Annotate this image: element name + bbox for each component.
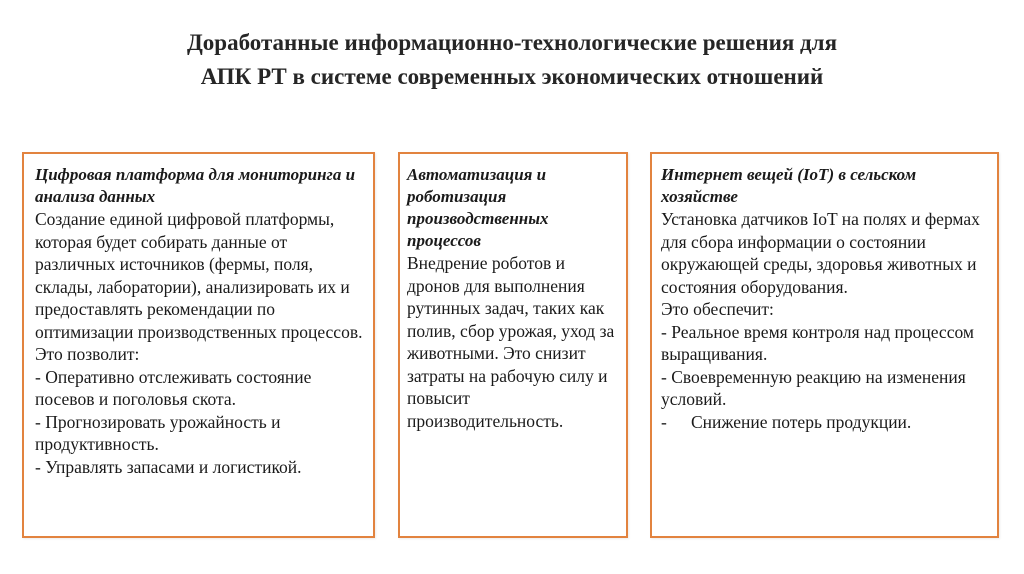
iot-last-item-text: Снижение потерь продукции.	[691, 411, 912, 432]
automation-heading: Автоматизация и роботизация производственных процессов	[407, 165, 549, 250]
title-line-1: Доработанные информационно-технологические решения для	[186, 30, 838, 55]
title-line-2: АПК РТ в системе современных экономических отношений	[200, 64, 824, 89]
digital-platform-heading: Цифровая платформа для мониторинга и анализа данных	[35, 165, 356, 206]
digital-platform-text: Создание единой цифровой платформы, которая будет собирать данные от различных источников (фермы, поля, склады, лаборатории), анализировать их и предоставлять рекомендации по оптимизации производственных процессов. Это позволит: - Оперативно отслеживать состояние посевов и поголовья скота. - Прогнозировать урожайность и продуктивность. - Управлять запасами и логистикой.	[35, 209, 363, 477]
iot-text: Установка датчиков IoT на полях и фермах для сбора информации о состоянии окружающей среды, здоровья животных и состояния оборудования. Это обеспечит: - Реальное время контроля над процессом выращивания. - Своевременную реакцию на изменения условий.	[661, 209, 980, 409]
page-title	[0, 26, 1024, 94]
iot-last-item	[661, 411, 991, 434]
iot-heading: Интернет вещей (IoT) в сельском хозяйстве	[661, 165, 917, 206]
iot-last-dash: -	[661, 411, 667, 432]
automation-text: Внедрение роботов и дронов для выполнения рутинных задач, таких как полив, сбор урожая, уход за животными. Это снизит затраты на рабочую силу и повысит производительность.	[407, 253, 615, 431]
iot-box	[650, 152, 999, 538]
automation-box	[398, 152, 628, 538]
digital-platform-box	[22, 152, 375, 538]
